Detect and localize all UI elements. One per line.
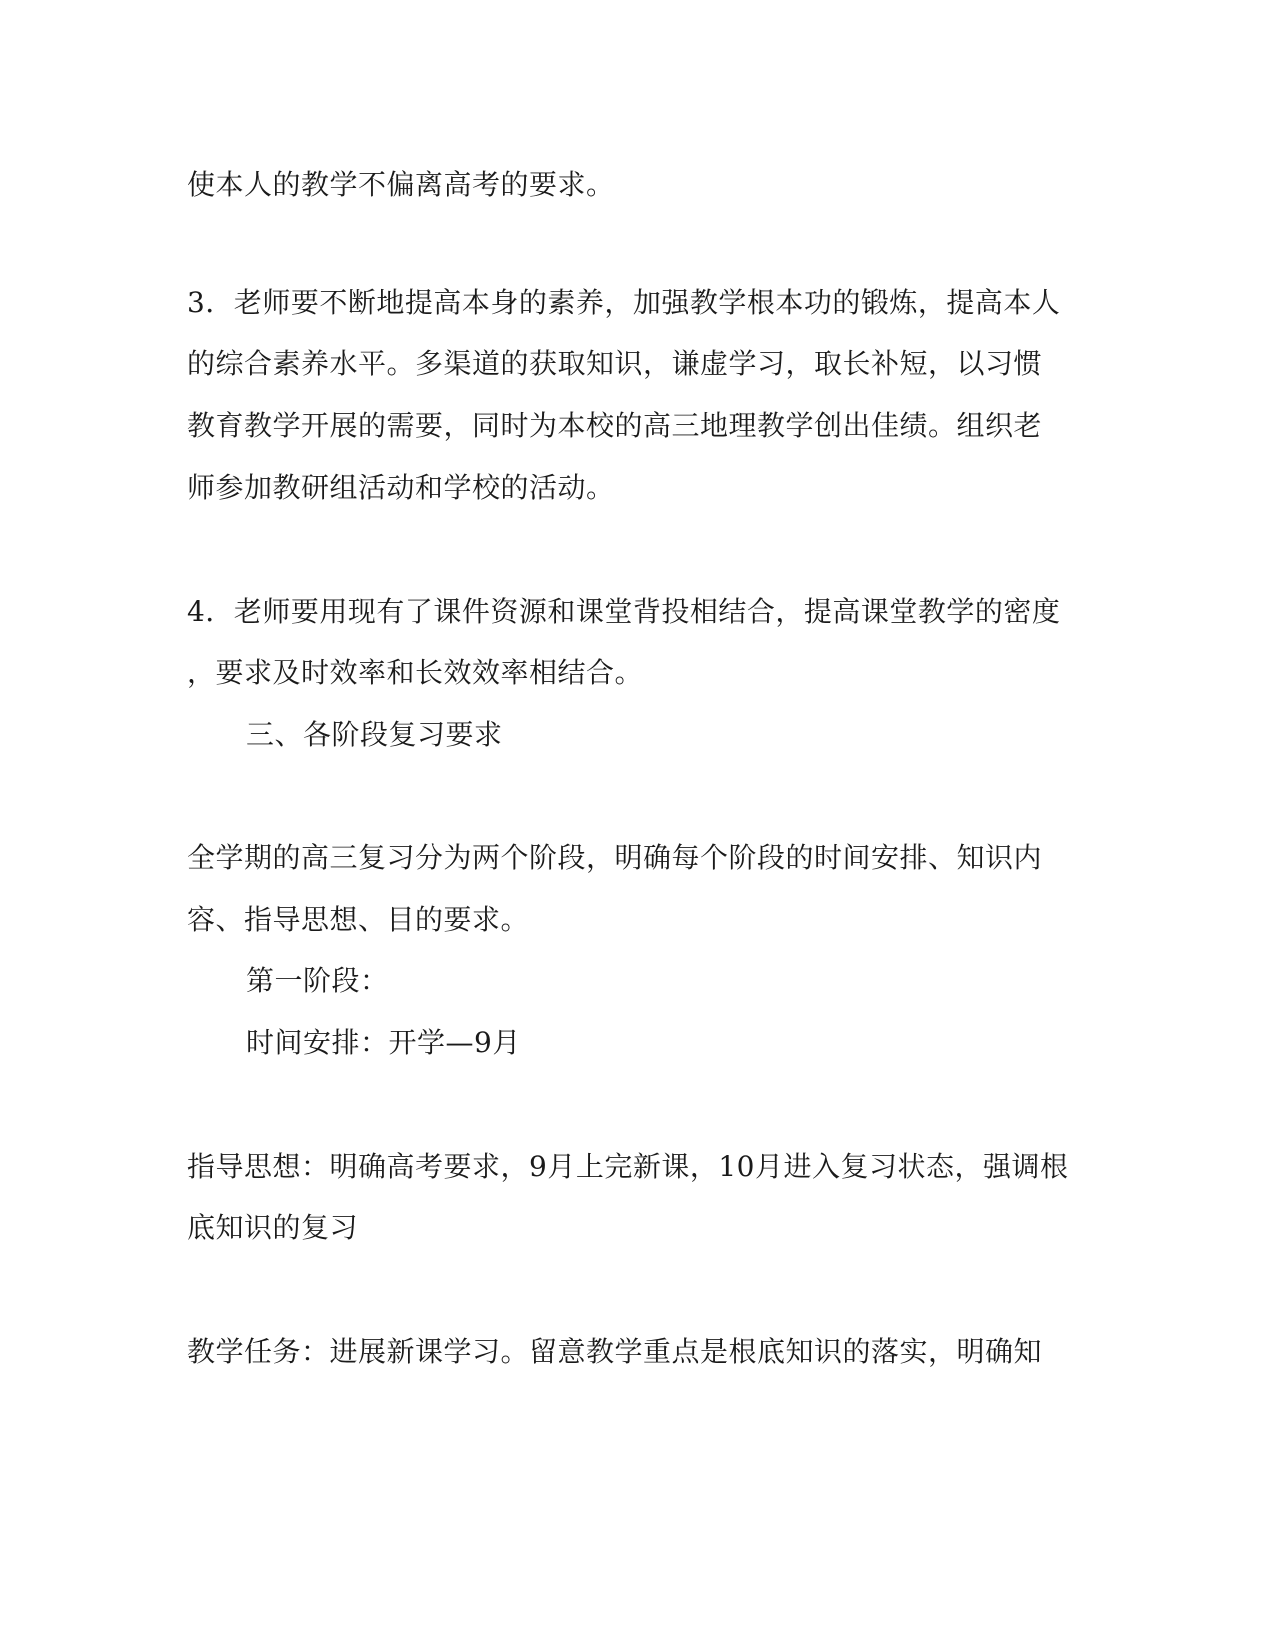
paragraph-line: 教育教学开展的需要，同时为本校的高三地理教学创出佳绩。组织老 (187, 409, 1043, 442)
paragraph-line: 教学任务：进展新课学习。留意教学重点是根底知识的落实，明确知 (187, 1335, 1043, 1368)
schedule-line: 时间安排：开学—9月 (246, 1026, 521, 1059)
subheading: 第一阶段： (246, 964, 389, 997)
section-heading: 三、各阶段复习要求 (246, 718, 503, 751)
paragraph-line: 的综合素养水平。多渠道的获取知识，谦虚学习，取长补短，以习惯 (187, 347, 1043, 380)
paragraph-line: 指导思想：明确高考要求，9月上完新课，10月进入复习状态，强调根 (187, 1150, 1069, 1183)
paragraph-line: 底知识的复习 (187, 1211, 359, 1244)
paragraph-line: 使本人的教学不偏离高考的要求。 (187, 168, 615, 201)
paragraph-line: 3．老师要不断地提高本身的素养，加强教学根本功的锻炼，提高本人 (187, 286, 1061, 319)
paragraph-line: ，要求及时效率和长效效率相结合。 (187, 656, 644, 689)
paragraph-line: 师参加教研组活动和学校的活动。 (187, 471, 615, 504)
paragraph-line: 全学期的高三复习分为两个阶段，明确每个阶段的时间安排、知识内 (187, 841, 1043, 874)
paragraph-line: 容、指导思想、目的要求。 (187, 903, 530, 936)
paragraph-line: 4．老师要用现有了课件资源和课堂背投相结合，提高课堂教学的密度 (187, 595, 1061, 628)
